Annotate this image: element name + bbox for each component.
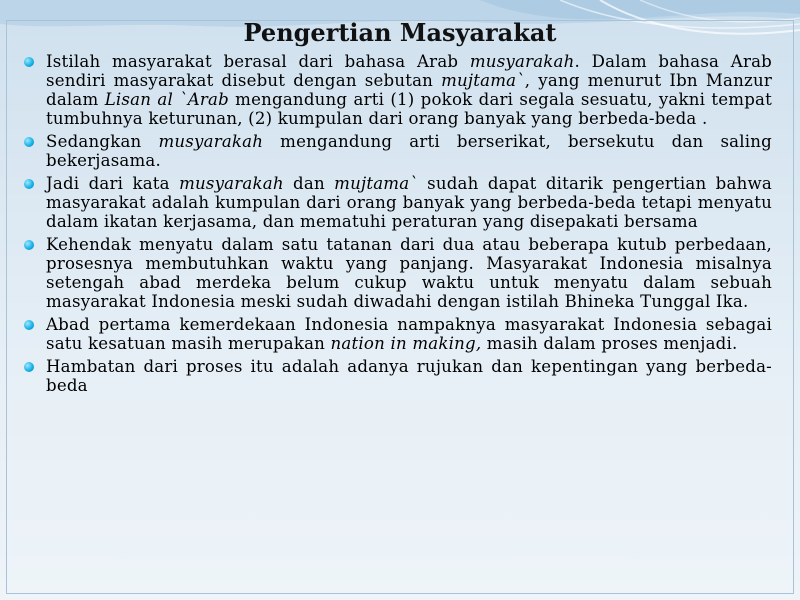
italic-term: musyarakah: [158, 132, 264, 151]
item-text: sudah dapat ditarik pengertian bahwa masyarakat adalah kumpulan dari orang banyak yang berbeda-beda tetapi menyatu dalam ikatan kerjasama, dan mematuhi peraturan yang disepakati bersama: [46, 174, 772, 231]
list-item: [24, 357, 772, 395]
list-item: [24, 235, 772, 311]
italic-term: Lisan al `Arab: [104, 90, 229, 109]
item-text: masih dalam proses menjadi.: [481, 334, 738, 353]
list-item: [24, 174, 772, 231]
item-text: mengandung arti (1) pokok dari segala sesuatu, yakni tempat tumbuhnya keturunan, (2) kumpulan dari orang banyak yang berbeda-beda .: [46, 90, 772, 128]
item-text: Istilah masyarakat berasal dari bahasa Arab: [46, 52, 470, 71]
item-text: , yang menurut Ibn Manzur dalam: [46, 71, 772, 109]
bullet-list: [24, 52, 772, 399]
italic-term: nation in making,: [330, 334, 482, 353]
item-text: Kehendak menyatu dalam satu tatanan dari dua atau beberapa kutub perbedaan, prosesnya membutuhkan waktu yang panjang. Masyarakat Indonesia misalnya setengah abad merdeka belum cukup waktu untuk menyatu dalam sebuah masyarakat Indonesia meski sudah diwadahi dengan istilah Bhineka Tunggal Ika.: [46, 235, 772, 311]
bullet-icon: [24, 362, 34, 372]
item-text: Jadi dari kata: [46, 174, 180, 193]
bullet-icon: [24, 57, 34, 67]
bullet-icon: [24, 320, 34, 330]
item-text: Abad pertama kemerdekaan Indonesia nampaknya masyarakat Indonesia sebagai satu kesatuan masih merupakan: [46, 315, 772, 353]
item-text: dan: [283, 174, 335, 193]
italic-term: musyarakah: [469, 52, 575, 71]
bullet-icon: [24, 137, 34, 147]
item-text: mengandung arti berserikat, bersekutu dan saling bekerjasama.: [46, 132, 772, 170]
italic-term: mujtama`: [441, 71, 525, 90]
item-text: Sedangkan: [46, 132, 159, 151]
list-item: [24, 132, 772, 170]
item-text: . Dalam bahasa Arab sendiri masyarakat disebut dengan sebutan: [46, 52, 772, 90]
list-item: [24, 315, 772, 353]
slide-title: Pengertian Masyarakat: [243, 18, 557, 47]
list-item: [24, 52, 772, 128]
item-text: Hambatan dari proses itu adalah adanya rujukan dan kepentingan yang berbeda-beda: [46, 357, 772, 395]
italic-term: musyarakah: [179, 174, 284, 193]
italic-term: mujtama`: [334, 174, 418, 193]
bullet-icon: [24, 240, 34, 250]
bullet-icon: [24, 179, 34, 189]
